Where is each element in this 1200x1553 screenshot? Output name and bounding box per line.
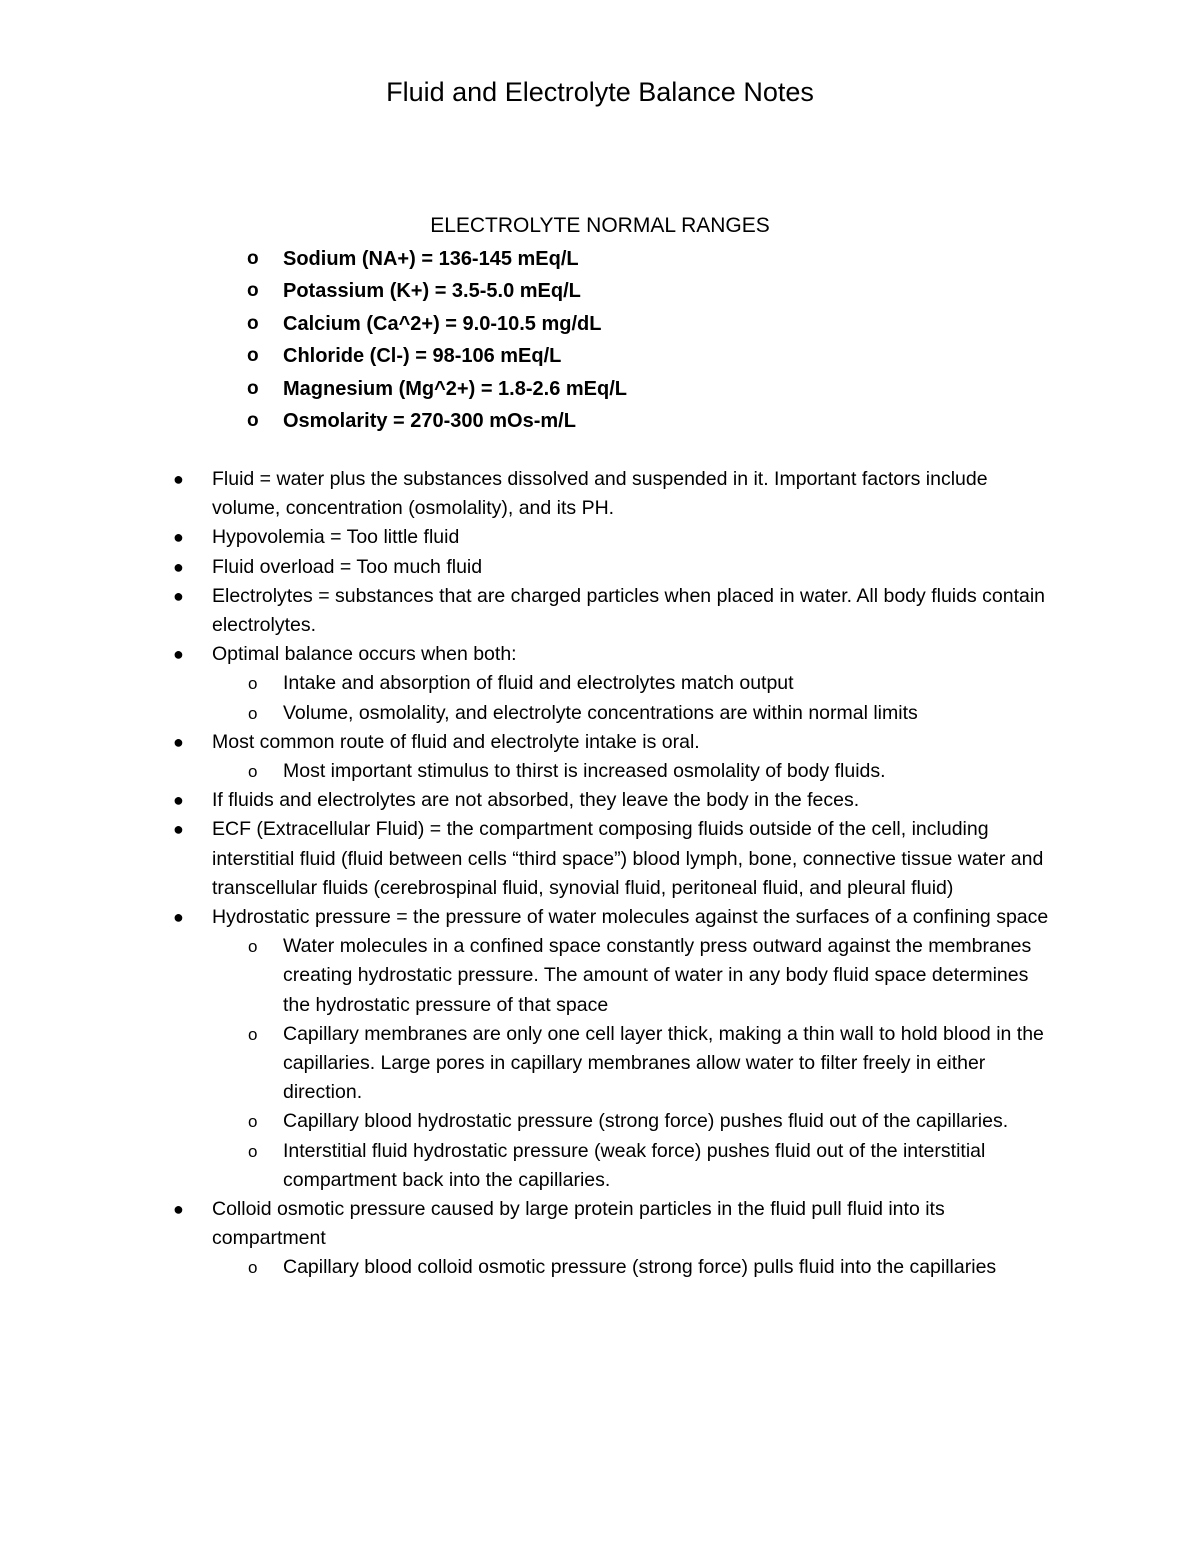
circle-bullet-icon: o <box>247 409 259 431</box>
circle-bullet-icon: o <box>248 1024 258 1044</box>
circle-bullet-icon: o <box>248 1112 258 1132</box>
note-text: Most important stimulus to thirst is increased osmolality of body fluids. <box>283 760 886 783</box>
circle-bullet-icon: o <box>248 762 258 782</box>
circle-bullet-icon: o <box>247 248 259 269</box>
note-text: Capillary blood colloid osmotic pressure (strong force) pulls fluid into the capillaries <box>283 1256 997 1279</box>
bullet-item <box>0 465 1200 523</box>
range-item <box>0 405 1200 437</box>
sub-bullet-item <box>0 1253 1200 1282</box>
document-title: Fluid and Electrolyte Balance Notes <box>386 77 814 107</box>
bullet-item <box>0 815 1200 903</box>
circle-bullet-icon: o <box>248 1141 258 1161</box>
electrolyte-ranges-list <box>0 243 1200 437</box>
range-item <box>0 243 1200 275</box>
bullet-dot-icon: ● <box>173 819 184 840</box>
bullet-dot-icon: ● <box>173 527 184 548</box>
bullet-item <box>0 786 1200 815</box>
sub-bullet-item <box>0 1020 1200 1108</box>
range-item <box>0 308 1200 340</box>
range-text: Osmolarity = 270-300 mOs-m/L <box>283 409 576 432</box>
bullet-dot-icon: ● <box>173 469 184 489</box>
section-heading: ELECTROLYTE NORMAL RANGES <box>430 214 770 237</box>
range-text: Chloride (Cl-) = 98-106 mEq/L <box>283 345 562 368</box>
bullet-item <box>0 582 1200 640</box>
circle-bullet-icon: o <box>248 703 258 723</box>
circle-bullet-icon: o <box>247 345 259 367</box>
range-item <box>0 340 1200 372</box>
note-text: Electrolytes = substances that are charged particles when placed in water. All body fluids contain electrolytes. <box>212 584 1046 637</box>
circle-bullet-icon: o <box>248 937 258 957</box>
note-text: Fluid overload = Too much fluid <box>212 555 483 578</box>
circle-bullet-icon: o <box>248 1258 258 1278</box>
circle-bullet-icon: o <box>248 674 258 694</box>
bullet-dot-icon: ● <box>173 644 184 665</box>
range-item <box>0 373 1200 405</box>
sub-bullet-item <box>0 669 1200 698</box>
bullet-item <box>0 523 1200 552</box>
note-text: Capillary blood hydrostatic pressure (strong force) pushes fluid out of the capillaries. <box>283 1110 1009 1133</box>
note-text: ECF (Extracellular Fluid) = the compartment composing fluids outside of the cell, including interstitial fluid (fluid between cells “third space”) blood lymph, bone, connective tissue water and transcellular fluids (cerebrospinal fluid, synovial fluid, peritoneal fluid, and pleural fluid) <box>212 818 1044 899</box>
range-item <box>0 275 1200 307</box>
bullet-item <box>0 1195 1200 1253</box>
circle-bullet-icon: o <box>247 312 259 334</box>
sub-bullet-item <box>0 757 1200 786</box>
bullet-dot-icon: ● <box>173 907 184 928</box>
circle-bullet-icon: o <box>247 377 259 399</box>
bullet-item <box>0 728 1200 757</box>
notes-list <box>0 465 1200 1283</box>
note-text: Fluid = water plus the substances dissolved and suspended in it. Important factors include volume, concentration (osmolality), and its PH. <box>212 468 988 520</box>
range-text: Calcium (Ca^2+) = 9.0-10.5 mg/dL <box>283 312 602 335</box>
bullet-dot-icon: ● <box>173 731 184 752</box>
bullet-item <box>0 553 1200 582</box>
note-text: Volume, osmolality, and electrolyte concentrations are within normal limits <box>283 701 918 724</box>
range-text: Potassium (K+) = 3.5-5.0 mEq/L <box>283 280 581 303</box>
note-text: Colloid osmotic pressure caused by large protein particles in the fluid pull fluid into its compartment <box>212 1198 945 1250</box>
bullet-dot-icon: ● <box>173 585 184 606</box>
circle-bullet-icon: o <box>247 280 259 302</box>
note-text: Intake and absorption of fluid and electrolytes match output <box>283 672 794 695</box>
bullet-item <box>0 640 1200 669</box>
note-text: Capillary membranes are only one cell layer thick, making a thin wall to hold blood in the capillaries. Large pores in capillary membranes allow water to filter freely in either direction. <box>283 1022 1044 1104</box>
note-text: Optimal balance occurs when both: <box>212 643 517 666</box>
note-text: Hydrostatic pressure = the pressure of water molecules against the surfaces of a confining space <box>212 906 1049 929</box>
note-text: Interstitial fluid hydrostatic pressure (weak force) pushes fluid out of the interstitial compartment back into the capillaries. <box>283 1139 986 1191</box>
range-text: Magnesium (Mg^2+) = 1.8-2.6 mEq/L <box>283 377 627 400</box>
note-text: Hypovolemia = Too little fluid <box>212 526 460 549</box>
sub-bullet-item <box>0 1137 1200 1195</box>
bullet-dot-icon: ● <box>173 1199 184 1220</box>
bullet-item <box>0 903 1200 932</box>
note-text: Water molecules in a confined space constantly press outward against the membranes creating hydrostatic pressure. The amount of water in any body fluid space determines the hydrostatic pressure of that space <box>283 935 1032 1016</box>
range-text: Sodium (NA+) = 136-145 mEq/L <box>283 248 579 270</box>
sub-bullet-item <box>0 932 1200 1020</box>
bullet-dot-icon: ● <box>173 556 184 577</box>
bullet-dot-icon: ● <box>173 790 184 811</box>
sub-bullet-item <box>0 1107 1200 1136</box>
note-text: Most common route of fluid and electrolyte intake is oral. <box>212 730 700 753</box>
sub-bullet-item <box>0 699 1200 728</box>
note-text: If fluids and electrolytes are not absorbed, they leave the body in the feces. <box>212 789 860 812</box>
